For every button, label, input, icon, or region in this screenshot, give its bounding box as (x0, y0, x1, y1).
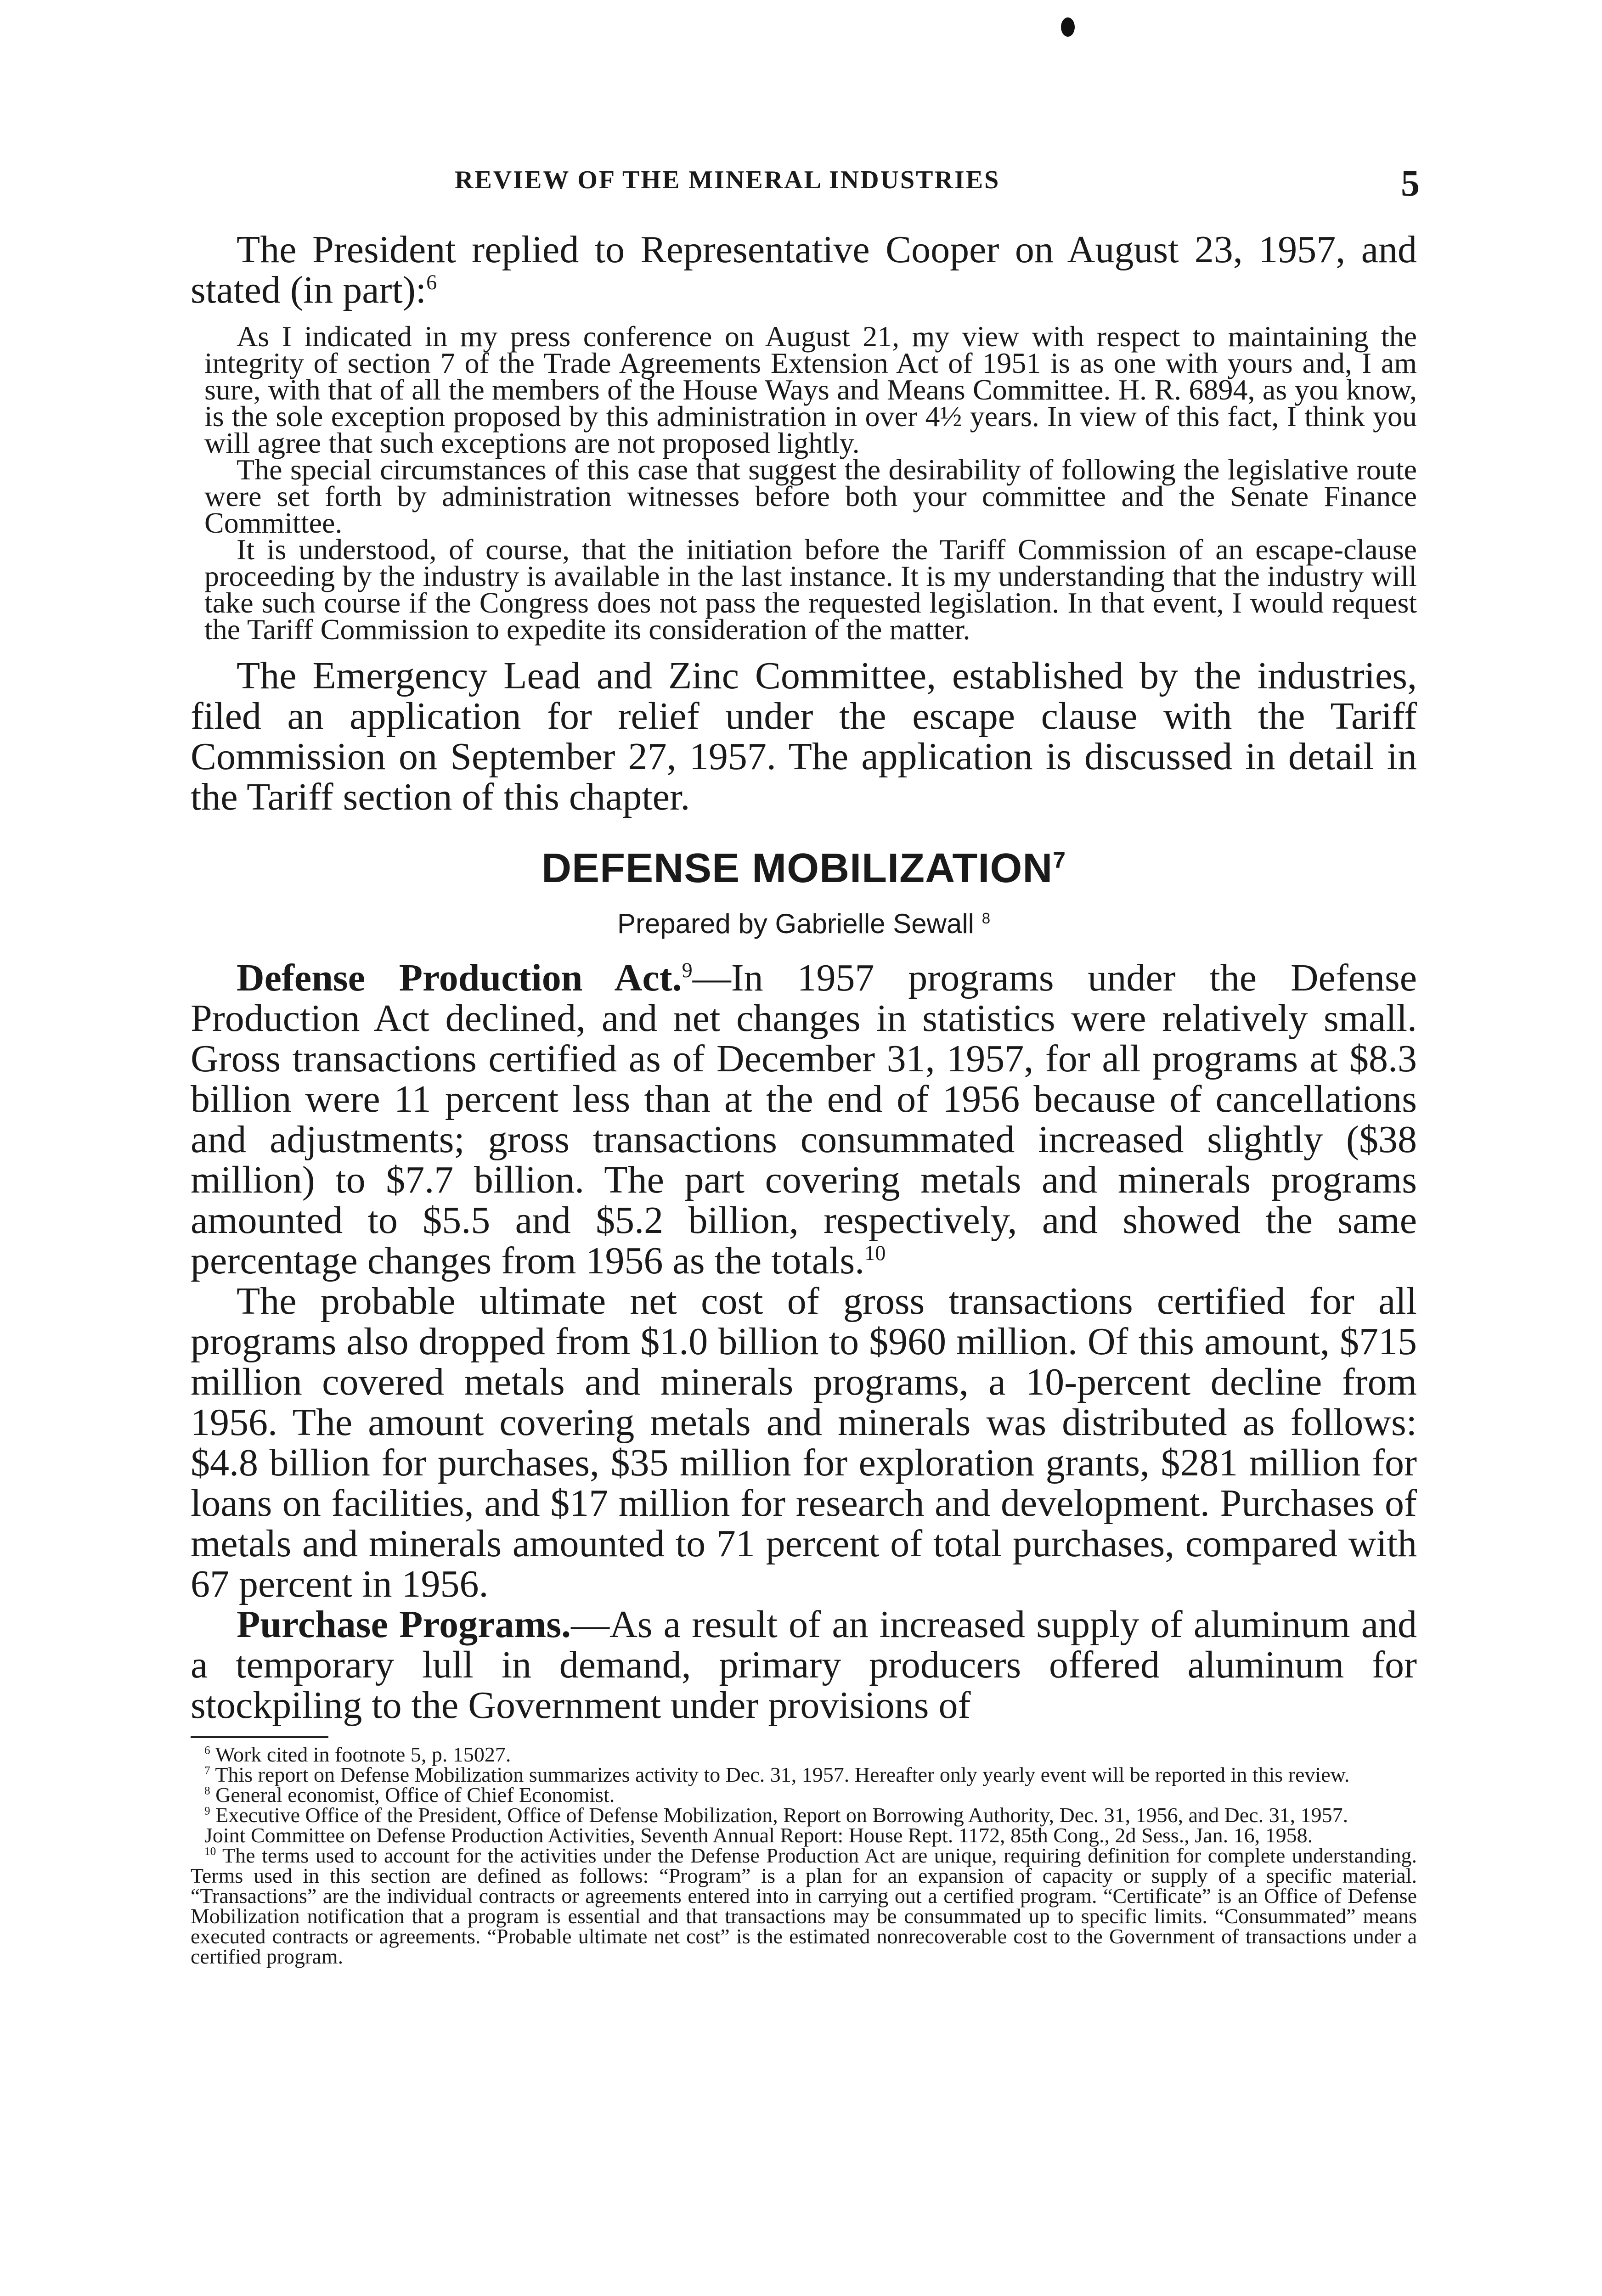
run-in-heading: Purchase Programs. (237, 1603, 571, 1646)
footnote (191, 1805, 1417, 1825)
footnote-text: This report on Defense Mobilization summarizes activity to Dec. 31, 1957. Hereafter only yearly event will be reported in this review. (215, 1763, 1350, 1786)
footnote (191, 1846, 1417, 1967)
purchase-programs-paragraph (191, 1604, 1417, 1726)
footnote-text: General economist, Office of Chief Economist. (215, 1783, 615, 1806)
quote-paragraph: As I indicated in my press conference on August 21, my view with respect to maintaining the integrity of section 7 of the Trade Agreements Extension Act of 1951 is as one with yours and, I am sure, with that of all the members of the House Ways and Means Committee. H. R. 6894, as you know, is the sole exception proposed by this administration in over 4½ years. In view of this fact, I think you will agree that such exceptions are not proposed lightly. (204, 320, 1417, 459)
footnote-ref-10: 10 (864, 1241, 886, 1265)
intro-text: The President replied to Representative Cooper on August 23, 1957, and stated (in part): (191, 228, 1417, 311)
footnote-rule (191, 1736, 328, 1738)
footnote (191, 1785, 1417, 1805)
footnote-text: The terms used to account for the activities under the Defense Production Act are unique, requiring definition for complete understanding. Terms used in this section are defined as follows: “Program” is a plan for an expansion of capacity or supply of a specific material. “Transactions” are the individual contracts or agreements entered into in carrying out a certified program. “Certificate” is an Office of Defense Mobilization notification that a program is essential and that transactions may be consummated up to specific limits. “Consummated” means executed contracts or agreements. “Probable ultimate net cost” is the estimated nonrecoverable cost to the Government of transactions under a certified program. (191, 1844, 1417, 1968)
footnote (191, 1765, 1417, 1785)
footnote (191, 1825, 1417, 1846)
footnote-text: Work cited in footnote 5, p. 15027. (215, 1743, 511, 1766)
footnotes (191, 1745, 1417, 1967)
intro-paragraph (191, 230, 1417, 310)
running-header: REVIEW OF THE MINERAL INDUSTRIES (455, 166, 1000, 194)
page-content (191, 230, 1417, 1967)
footnote-text: Executive Office of the President, Office of Defense Mobilization, Report on Borrowing Authority, Dec. 31, 1956, and Dec. 31, 1957. (215, 1803, 1348, 1827)
ink-mark (1061, 17, 1075, 37)
block-quote (191, 320, 1417, 646)
footnote-ref-9: 9 (682, 958, 693, 982)
footnote-number: 9 (204, 1804, 210, 1818)
emergency-committee-paragraph: The Emergency Lead and Zinc Committee, established by the industries, filed an application for relief under the escape clause with the Tariff Commission on September 27, 1957. The application is discussed in detail in the Tariff section of this chapter. (191, 654, 1417, 818)
footnote-number: 7 (204, 1764, 210, 1777)
purchase-text: —As a result of an increased supply of aluminum and a temporary lull in demand, primary producers offered aluminum for stockpiling to the Government under provisions of (191, 1603, 1417, 1727)
footnote-ref-6: 6 (426, 270, 437, 294)
defense-production-act-paragraph (191, 958, 1417, 1281)
footnote-ref-7: 7 (1053, 848, 1066, 873)
run-in-heading: Defense Production Act. (237, 957, 682, 999)
section-title-text: DEFENSE MOBILIZATION (542, 845, 1053, 891)
quote-paragraph: The special circumstances of this case that suggest the desirability of following the legislative route were set forth by administration witnesses before both your committee and the Senate Finance Committee. (204, 453, 1417, 539)
footnote (191, 1745, 1417, 1765)
footnote-number: 10 (204, 1845, 216, 1858)
footnote-number: 6 (204, 1744, 210, 1757)
quote-paragraph: It is understood, of course, that the initiation before the Tariff Commission of an escape-clause proceeding by the industry is available in the last instance. It is my understanding that the industry will take such course if the Congress does not pass the requested legislation. In that event, I would request the Tariff Commission to expedite its consideration of the matter. (204, 533, 1417, 646)
page-number: 5 (1401, 162, 1420, 204)
ultimate-cost-paragraph: The probable ultimate net cost of gross transactions certified for all programs also dropped from $1.0 billion to $960 million. Of this amount, $715 million covered metals and minerals programs, a 10-percent decline from 1956. The amount covering metals and minerals was distributed as follows: $4.8 billion for purchases, $35 million for exploration grants, $281 million for loans on facilities, and $17 million for research and development. Purchases of metals and minerals amounted to 71 percent of total purchases, compared with 67 percent in 1956. (191, 1280, 1417, 1605)
section-title (191, 845, 1417, 892)
footnote-text: Joint Committee on Defense Production Activities, Seventh Annual Report: House Rept. 1172, 85th Cong., 2d Sess., Jan. 16, 1958. (204, 1823, 1313, 1847)
byline-text: Prepared by Gabrielle Sewall (617, 908, 975, 939)
dpa-text: —In 1957 programs under the Defense Production Act declined, and net changes in statistics were relatively small. Gross transactions certified as of December 31, 1957, for all programs at $8.3 billion were 11 percent less than at the end of 1956 because of cancellations and adjustments; gross transactions consummated increased slightly ($38 million) to $7.7 billion. The part covering metals and minerals programs amounted to $5.5 and $5.2 billion, respectively, and showed the same percentage changes from 1956 as the totals. (191, 957, 1417, 1282)
footnote-ref-8: 8 (982, 910, 991, 927)
byline (191, 908, 1417, 940)
footnote-number: 8 (204, 1784, 210, 1797)
